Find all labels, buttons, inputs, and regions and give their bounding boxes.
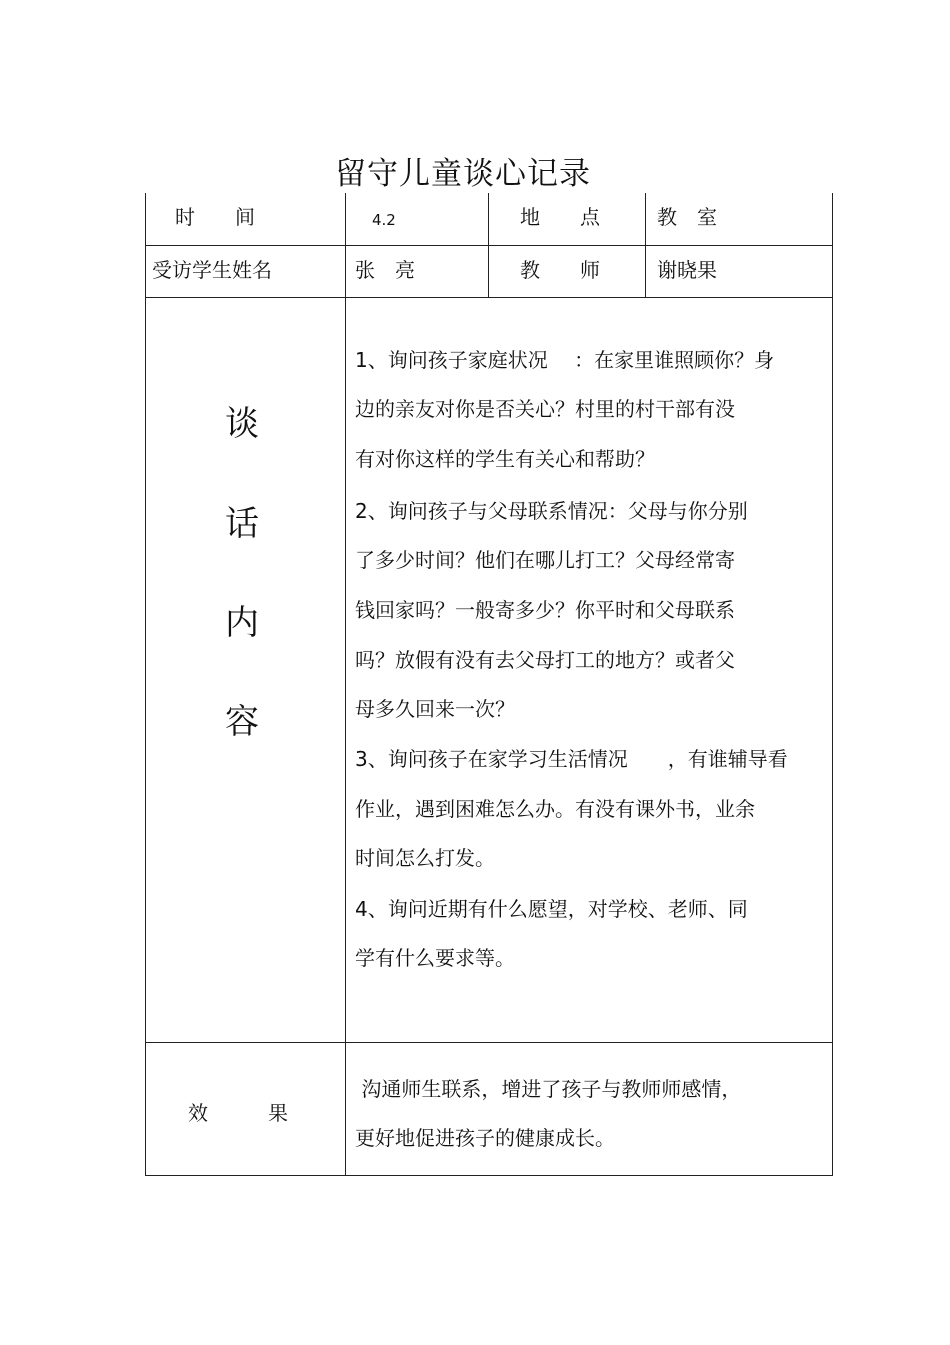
table-border-content-bottom (145, 1042, 833, 1043)
place-label: 地 点 (520, 205, 600, 229)
table-border-col1 (345, 193, 346, 1176)
content-label-char: 话 (225, 504, 259, 544)
content-line: 作业，遇到困难怎么办。有没有课外书，业余 (355, 797, 755, 821)
table-border-col2 (488, 193, 489, 298)
teacher-value: 谢晓果 (657, 258, 717, 282)
time-label: 时 间 (175, 205, 255, 229)
content-line: 3、询问孩子在家学习生活情况 ，有谁辅导看 (355, 747, 788, 771)
content-line: 时间怎么打发。 (355, 846, 495, 870)
content-line: 有对你这样的学生有关心和帮助？ (355, 447, 655, 471)
content-line: 母多久回来一次？ (355, 697, 515, 721)
table-border-right (832, 193, 833, 1176)
table-border-bottom (145, 1175, 833, 1176)
effect-line: 更好地促进孩子的健康成长。 (355, 1126, 615, 1150)
table-border-row1-bottom (145, 245, 833, 246)
table-border-row2-bottom (145, 297, 833, 298)
student-value: 张 亮 (355, 258, 415, 282)
content-line: 2、询问孩子与父母联系情况：父母与你分别 (355, 499, 748, 523)
page-title: 留守儿童谈心记录 (335, 156, 591, 192)
content-line: 边的亲友对你是否关心？村里的村干部有没 (355, 397, 735, 421)
content-line: 1、询问孩子家庭状况 ：在家里谁照顾你？身 (355, 348, 775, 372)
table-border-col3 (645, 193, 646, 298)
student-label: 受访学生姓名 (152, 258, 272, 282)
teacher-label: 教 师 (520, 258, 600, 282)
content-line: 4、询问近期有什么愿望，对学校、老师、同 (355, 897, 748, 921)
table-border-left (145, 193, 146, 1176)
effect-line: 沟通师生联系，增进了孩子与教师师感情， (355, 1077, 742, 1101)
place-value: 教 室 (657, 205, 717, 229)
content-label-char: 内 (225, 603, 259, 643)
content-line: 学有什么要求等。 (355, 946, 515, 970)
time-value: 4.2 (372, 211, 396, 229)
content-line: 吗？放假有没有去父母打工的地方？或者父 (355, 648, 735, 672)
effect-label: 效 果 (188, 1101, 288, 1125)
content-label-char: 容 (225, 702, 259, 742)
content-line: 了多少时间？他们在哪儿打工？父母经常寄 (355, 548, 735, 572)
content-label-char: 谈 (225, 404, 259, 444)
content-line: 钱回家吗？一般寄多少？你平时和父母联系 (355, 598, 735, 622)
